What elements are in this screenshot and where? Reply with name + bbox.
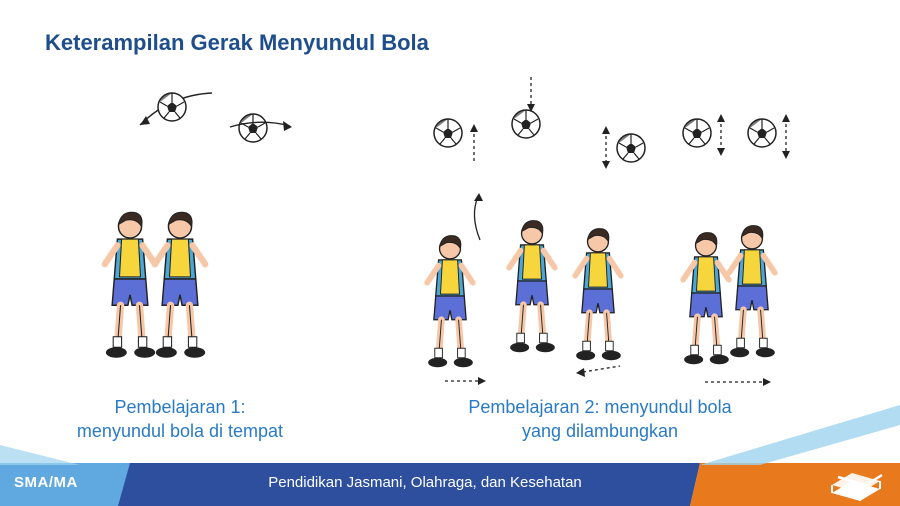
footer-accent-stripes (0, 405, 900, 465)
caption-2-line-2: yang dilambungkan (521, 421, 679, 441)
group-1-illustration (105, 93, 292, 358)
footer-subject-label: Pendidikan Jasmani, Olahraga, dan Kesehatan (268, 474, 582, 491)
caption-1-line-2: menyundul bola di tempat (76, 421, 284, 441)
group-2-illustration (427, 77, 790, 386)
footer-level-label: SMA/MA (14, 474, 78, 491)
slide-title: Keterampilan Gerak Menyundul Bola (45, 30, 429, 55)
book-stack-icon (826, 467, 886, 503)
caption-1-line-1: Pembelajaran 1: (114, 397, 246, 417)
caption-2-line-1: Pembelajaran 2: menyundul bola (468, 397, 732, 417)
